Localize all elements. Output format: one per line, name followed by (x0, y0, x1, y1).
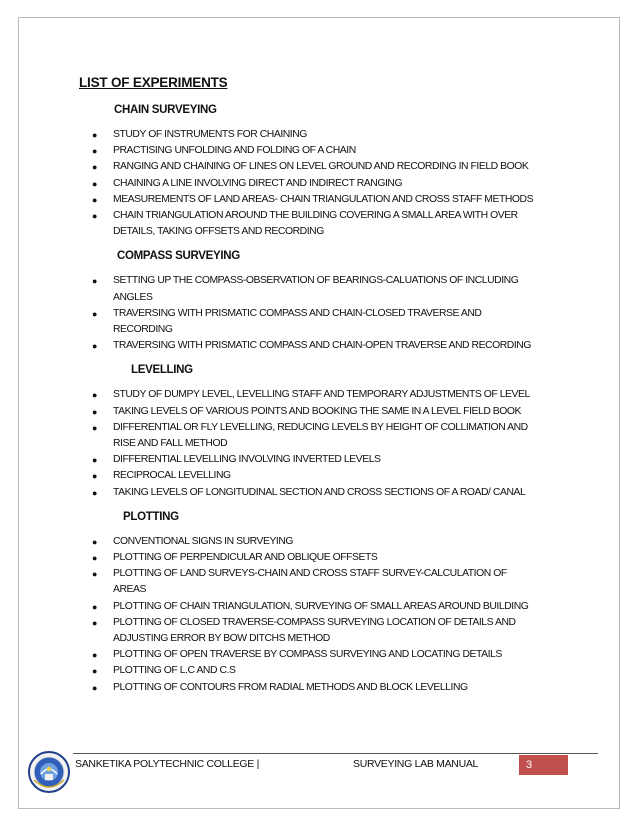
list-item: ● STUDY OF DUMPY LEVEL, LEVELLING STAFF AND TEMPORARY ADJUSTMENTS OF LEVEL (79, 387, 579, 403)
list-item: ● TRAVERSING WITH PRISMATIC COMPASS AND CHAIN-CLOSED TRAVERSE AND (79, 306, 579, 322)
list-item: ● PLOTTING OF CONTOURS FROM RADIAL METHODS AND BLOCK LEVELLING (79, 680, 579, 696)
list-item: ● PLOTTING OF CLOSED TRAVERSE-COMPASS SURVEYING LOCATION OF DETAILS AND (79, 615, 579, 631)
list-item-continuation: RECORDING (113, 324, 173, 336)
bullet-icon: ● (92, 308, 97, 319)
page-title: LIST OF EXPERIMENTS (79, 75, 228, 90)
list-item: ● SETTING UP THE COMPASS-OBSERVATION OF BEARINGS-CALUATIONS OF INCLUDING (79, 273, 579, 289)
section-chain-surveying (79, 103, 579, 240)
bullet-icon: ● (92, 601, 97, 612)
list-item: ● RANGING AND CHAINING OF LINES ON LEVEL GROUND AND RECORDING IN FIELD BOOK (79, 159, 579, 175)
section-levelling (79, 363, 579, 500)
bullet-icon: ● (92, 455, 97, 466)
bullet-icon: ● (92, 682, 97, 693)
list-item: ● CONVENTIONAL SIGNS IN SURVEYING (79, 534, 579, 550)
list-item: ● MEASUREMENTS OF LAND AREAS- CHAIN TRIANGULATION AND CROSS STAFF METHODS (79, 192, 579, 208)
list-item-continuation: RISE AND FALL METHOD (113, 438, 228, 450)
list-item: ● CHAINING A LINE INVOLVING DIRECT AND INDIRECT RANGING (79, 176, 579, 192)
bullet-icon: ● (92, 130, 97, 140)
footer-divider (73, 753, 598, 754)
bullet-icon: ● (92, 146, 97, 157)
section-heading: PLOTTING (123, 510, 179, 523)
list-item: ● CHAIN TRIANGULATION AROUND THE BUILDING COVERING A SMALL AREA WITH OVER (79, 208, 579, 224)
page-footer (28, 750, 588, 798)
bullet-icon: ● (92, 666, 97, 677)
bullet-icon: ● (92, 617, 97, 628)
bullet-icon: ● (92, 553, 97, 564)
bullet-icon: ● (92, 536, 97, 547)
section-heading: COMPASS SURVEYING (117, 250, 240, 263)
section-heading: CHAIN SURVEYING (114, 104, 217, 116)
experiment-list (79, 387, 579, 500)
bullet-icon: ● (92, 341, 97, 352)
list-item: ● RECIPROCAL LEVELLING (79, 468, 579, 484)
bullet-icon: ● (92, 162, 97, 173)
bullet-icon: ● (92, 178, 97, 189)
list-item: ● TRAVERSING WITH PRISMATIC COMPASS AND CHAIN-OPEN TRAVERSE AND RECORDING (79, 338, 579, 354)
list-item: ● PLOTTING OF LAND SURVEYS-CHAIN AND CROSS STAFF SURVEY-CALCULATION OF (79, 566, 579, 582)
list-item: ● PLOTTING OF OPEN TRAVERSE BY COMPASS SURVEYING AND LOCATING DETAILS (79, 647, 579, 663)
list-item: ● STUDY OF INSTRUMENTS FOR CHAINING (79, 127, 579, 143)
list-item-continuation: DETAILS, TAKING OFFSETS AND RECORDING (113, 226, 324, 238)
list-item: ● TAKING LEVELS OF VARIOUS POINTS AND BOOKING THE SAME IN A LEVEL FIELD BOOK (79, 404, 579, 420)
list-item: ● PLOTTING OF CHAIN TRIANGULATION, SURVEYING OF SMALL AREAS AROUND BUILDING (79, 599, 579, 615)
manual-title: SURVEYING LAB MANUAL (353, 758, 479, 770)
section-compass-surveying (79, 249, 579, 354)
page-number: 3 (519, 755, 568, 775)
bullet-icon: ● (92, 487, 97, 498)
bullet-icon: ● (92, 276, 97, 287)
bullet-icon: ● (92, 406, 97, 417)
bullet-icon: ● (92, 211, 97, 222)
bullet-icon: ● (92, 569, 97, 580)
list-item: ● PLOTTING OF L.C AND C.S (79, 663, 579, 679)
experiment-list (79, 534, 579, 696)
list-item: ● PRACTISING UNFOLDING AND FOLDING OF A CHAIN (79, 143, 579, 159)
list-item-continuation: AREAS (113, 584, 146, 596)
section-heading: LEVELLING (131, 364, 193, 377)
bullet-icon: ● (92, 390, 97, 401)
list-item: ● TAKING LEVELS OF LONGITUDINAL SECTION AND CROSS SECTIONS OF A ROAD/ CANAL (79, 485, 579, 501)
list-item: ● DIFFERENTIAL LEVELLING INVOLVING INVERTED LEVELS (79, 452, 579, 468)
list-item-continuation: ADJUSTING ERROR BY BOW DITCHS METHOD (113, 633, 330, 645)
list-item-continuation: ANGLES (113, 291, 153, 303)
bullet-icon: ● (92, 194, 97, 205)
college-emblem-icon (28, 750, 70, 794)
college-name: SANKETIKA POLYTECHNIC COLLEGE | (75, 758, 260, 770)
document-body (79, 74, 579, 696)
list-item: ● PLOTTING OF PERPENDICULAR AND OBLIQUE OFFSETS (79, 550, 579, 566)
list-item: ● DIFFERENTIAL OR FLY LEVELLING, REDUCING LEVELS BY HEIGHT OF COLLIMATION AND (79, 420, 579, 436)
bullet-icon: ● (92, 650, 97, 661)
experiment-list (79, 273, 579, 354)
bullet-icon: ● (92, 471, 97, 482)
section-plotting (79, 510, 579, 696)
bullet-icon: ● (92, 422, 97, 433)
experiment-list (79, 127, 579, 240)
